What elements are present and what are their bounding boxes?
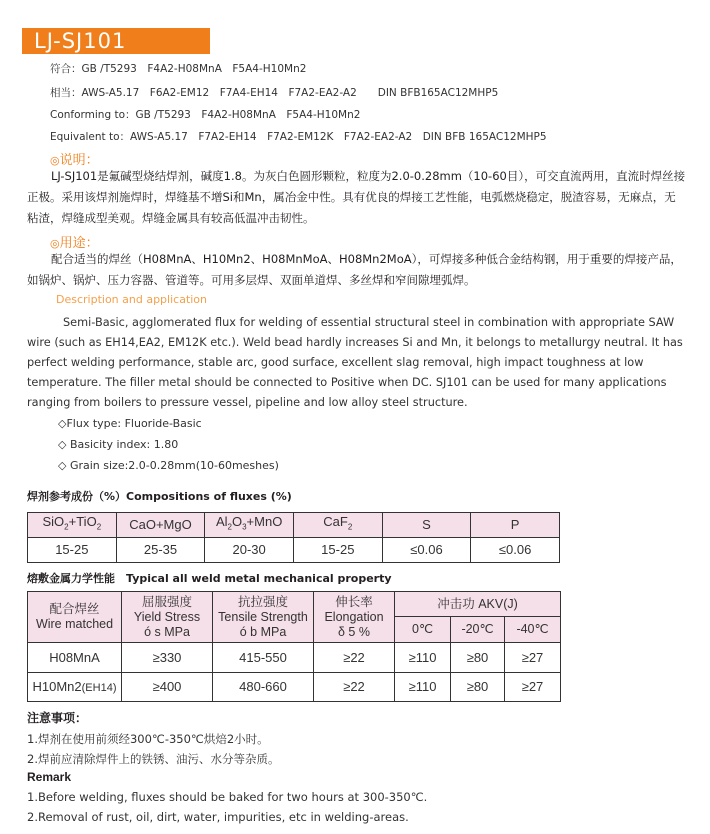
header-cao-mgo: CaO+MgO	[116, 513, 205, 538]
composition-title: 焊剂参考成份（%）Compositions of fluxes (%)	[27, 490, 292, 503]
note-en: 1.Before welding, fluxes should be baked for two hours at 300-350℃.	[27, 790, 428, 804]
table-cell: ≤0.06	[382, 538, 471, 563]
header-p: P	[471, 513, 560, 538]
note-cn: 2.焊前应清除焊件上的铁锈、油污、水分等杂质。	[27, 752, 280, 766]
header-impact: 冲击功 AKV(J)	[395, 592, 561, 617]
table-cell: ≥22	[314, 643, 395, 673]
table-cell: 25-35	[116, 538, 205, 563]
header-caf2: CaF$_2$	[293, 513, 382, 538]
explain-heading: ◎说明：	[50, 153, 99, 168]
standard-line: 符合：GB /T5293 F4A2-H08MnA F5A4-H10Mn2	[50, 63, 307, 75]
table-row	[28, 643, 561, 673]
standard-line: Conforming to：GB /T5293 F4A2-H08MnA F5A4-H10Mn2	[50, 109, 361, 121]
header-sio2-tio2: SiO$_2$+TiO$_2$	[28, 513, 117, 538]
header-s: S	[382, 513, 471, 538]
table-cell: ≥80	[451, 643, 505, 673]
header-al2o3-mno: $Al_2O_3+MnO$	[205, 513, 294, 538]
standard-line: Equivalent to：AWS-A5.17 F7A2-EH14 F7A2-EM12K F7A2-EA2-A2 DIN BFB 165AC12MHP5	[50, 131, 547, 143]
table-cell: H08MnA	[28, 643, 122, 673]
table-cell: 15-25	[28, 538, 117, 563]
note-en: 2.Removal of rust, oil, dirt, water, impurities, etc in welding-areas.	[27, 810, 409, 824]
table-cell: H10Mn2(EH14)	[28, 673, 122, 702]
table-cell: ≥110	[395, 673, 451, 702]
table-cell: ≤0.06	[471, 538, 560, 563]
table-cell: 20-30	[205, 538, 294, 563]
circle-bullet-icon: ◎	[50, 154, 60, 167]
mechanical-table	[27, 591, 561, 702]
basicity-index: ◇ Basicity index: 1.80	[58, 438, 179, 451]
header-elongation: 伸长率 Elongation δ 5 %	[314, 592, 395, 643]
product-title: LJ-SJ101	[22, 28, 210, 54]
description-heading: Description and application	[56, 293, 208, 306]
table-cell: 480-660	[213, 673, 314, 702]
notes-heading: 注意事项：	[27, 711, 88, 725]
table-cell: ≥330	[122, 643, 213, 673]
table-cell: ≥400	[122, 673, 213, 702]
header-temp-minus40: -40℃	[505, 617, 561, 643]
header-temp-0: 0℃	[395, 617, 451, 643]
circle-bullet-icon: ◎	[50, 237, 60, 250]
composition-value-row	[28, 538, 560, 563]
standard-line: 相当：AWS-A5.17 F6A2-EM12 F7A4-EH14 F7A2-EA2-A2 DIN BFB165AC12MHP5	[50, 87, 499, 99]
usage-paragraph: 配合适当的焊丝（H08MnA、H10Mn2、H08MnMoA、H08Mn2MoA），可焊接多种低合金结构钢，用于重要的焊接产品，如锅炉、锅炉、压力容器、管道等。可用多层焊、双面单道焊、多丝焊和窄间隙埋弧焊。	[27, 252, 682, 287]
explain-paragraph: LJ-SJ101是氟碱型烧结焊剂，碱度1.8。为灰白色圆形颗粒，粒度为2.0-0.28mm（10-60目），可交直流两用，直流时焊丝接正极。采用该焊剂施焊时，焊缝基不增Si和Mn，属冶金中性。具有优良的焊接工艺性能，电弧燃烧稳定，脱渣容易，无麻点，无粘渣，焊缝成型美观。焊缝金属具有较高低温冲击韧性。	[27, 169, 686, 225]
header-temp-minus20: -20℃	[451, 617, 505, 643]
table-cell: ≥22	[314, 673, 395, 702]
header-wire: 配合焊丝 Wire matched	[28, 592, 122, 643]
table-cell: ≥27	[505, 643, 561, 673]
mechanical-header-row	[28, 592, 561, 617]
grain-size: ◇ Grain size:2.0-0.28mm(10-60meshes)	[58, 459, 279, 472]
composition-header-row	[28, 513, 560, 538]
flux-type: ◇Flux type: Fluoride-Basic	[58, 417, 202, 430]
note-cn: 1.焊剂在使用前须经300℃-350℃烘焙2小时。	[27, 732, 269, 746]
mechanical-title: 熔敷金属力学性能 Typical all weld metal mechanical property	[27, 572, 392, 585]
table-row	[28, 673, 561, 702]
header-tensile: 抗拉强度 Tensile Strength ó b MPa	[213, 592, 314, 643]
remark-heading: Remark	[27, 770, 72, 784]
table-cell: 15-25	[293, 538, 382, 563]
composition-table	[27, 512, 560, 563]
table-cell: ≥27	[505, 673, 561, 702]
table-cell: ≥80	[451, 673, 505, 702]
description-paragraph: Semi-Basic, agglomerated flux for welding of essential structural steel in combination with appropriate SAW wire (such as EH14,EA2, EM12K etc.). Weld bead hardly increases Si and Mn, it belongs to metallurgy neutral. It has perfect welding performance, stable arc, good surface, excellent slag removal, high impact toughness at low temperature. The filler metal should be connected to Positive when DC. SJ101 can be used for many applications ranging from boilers to pressure vessel, pipeline and low alloy steel structure.	[27, 316, 683, 409]
header-yield: 屈服强度 Yield Stress ó s MPa	[122, 592, 213, 643]
table-cell: ≥110	[395, 643, 451, 673]
usage-heading: ◎用途：	[50, 236, 99, 251]
table-cell: 415-550	[213, 643, 314, 673]
